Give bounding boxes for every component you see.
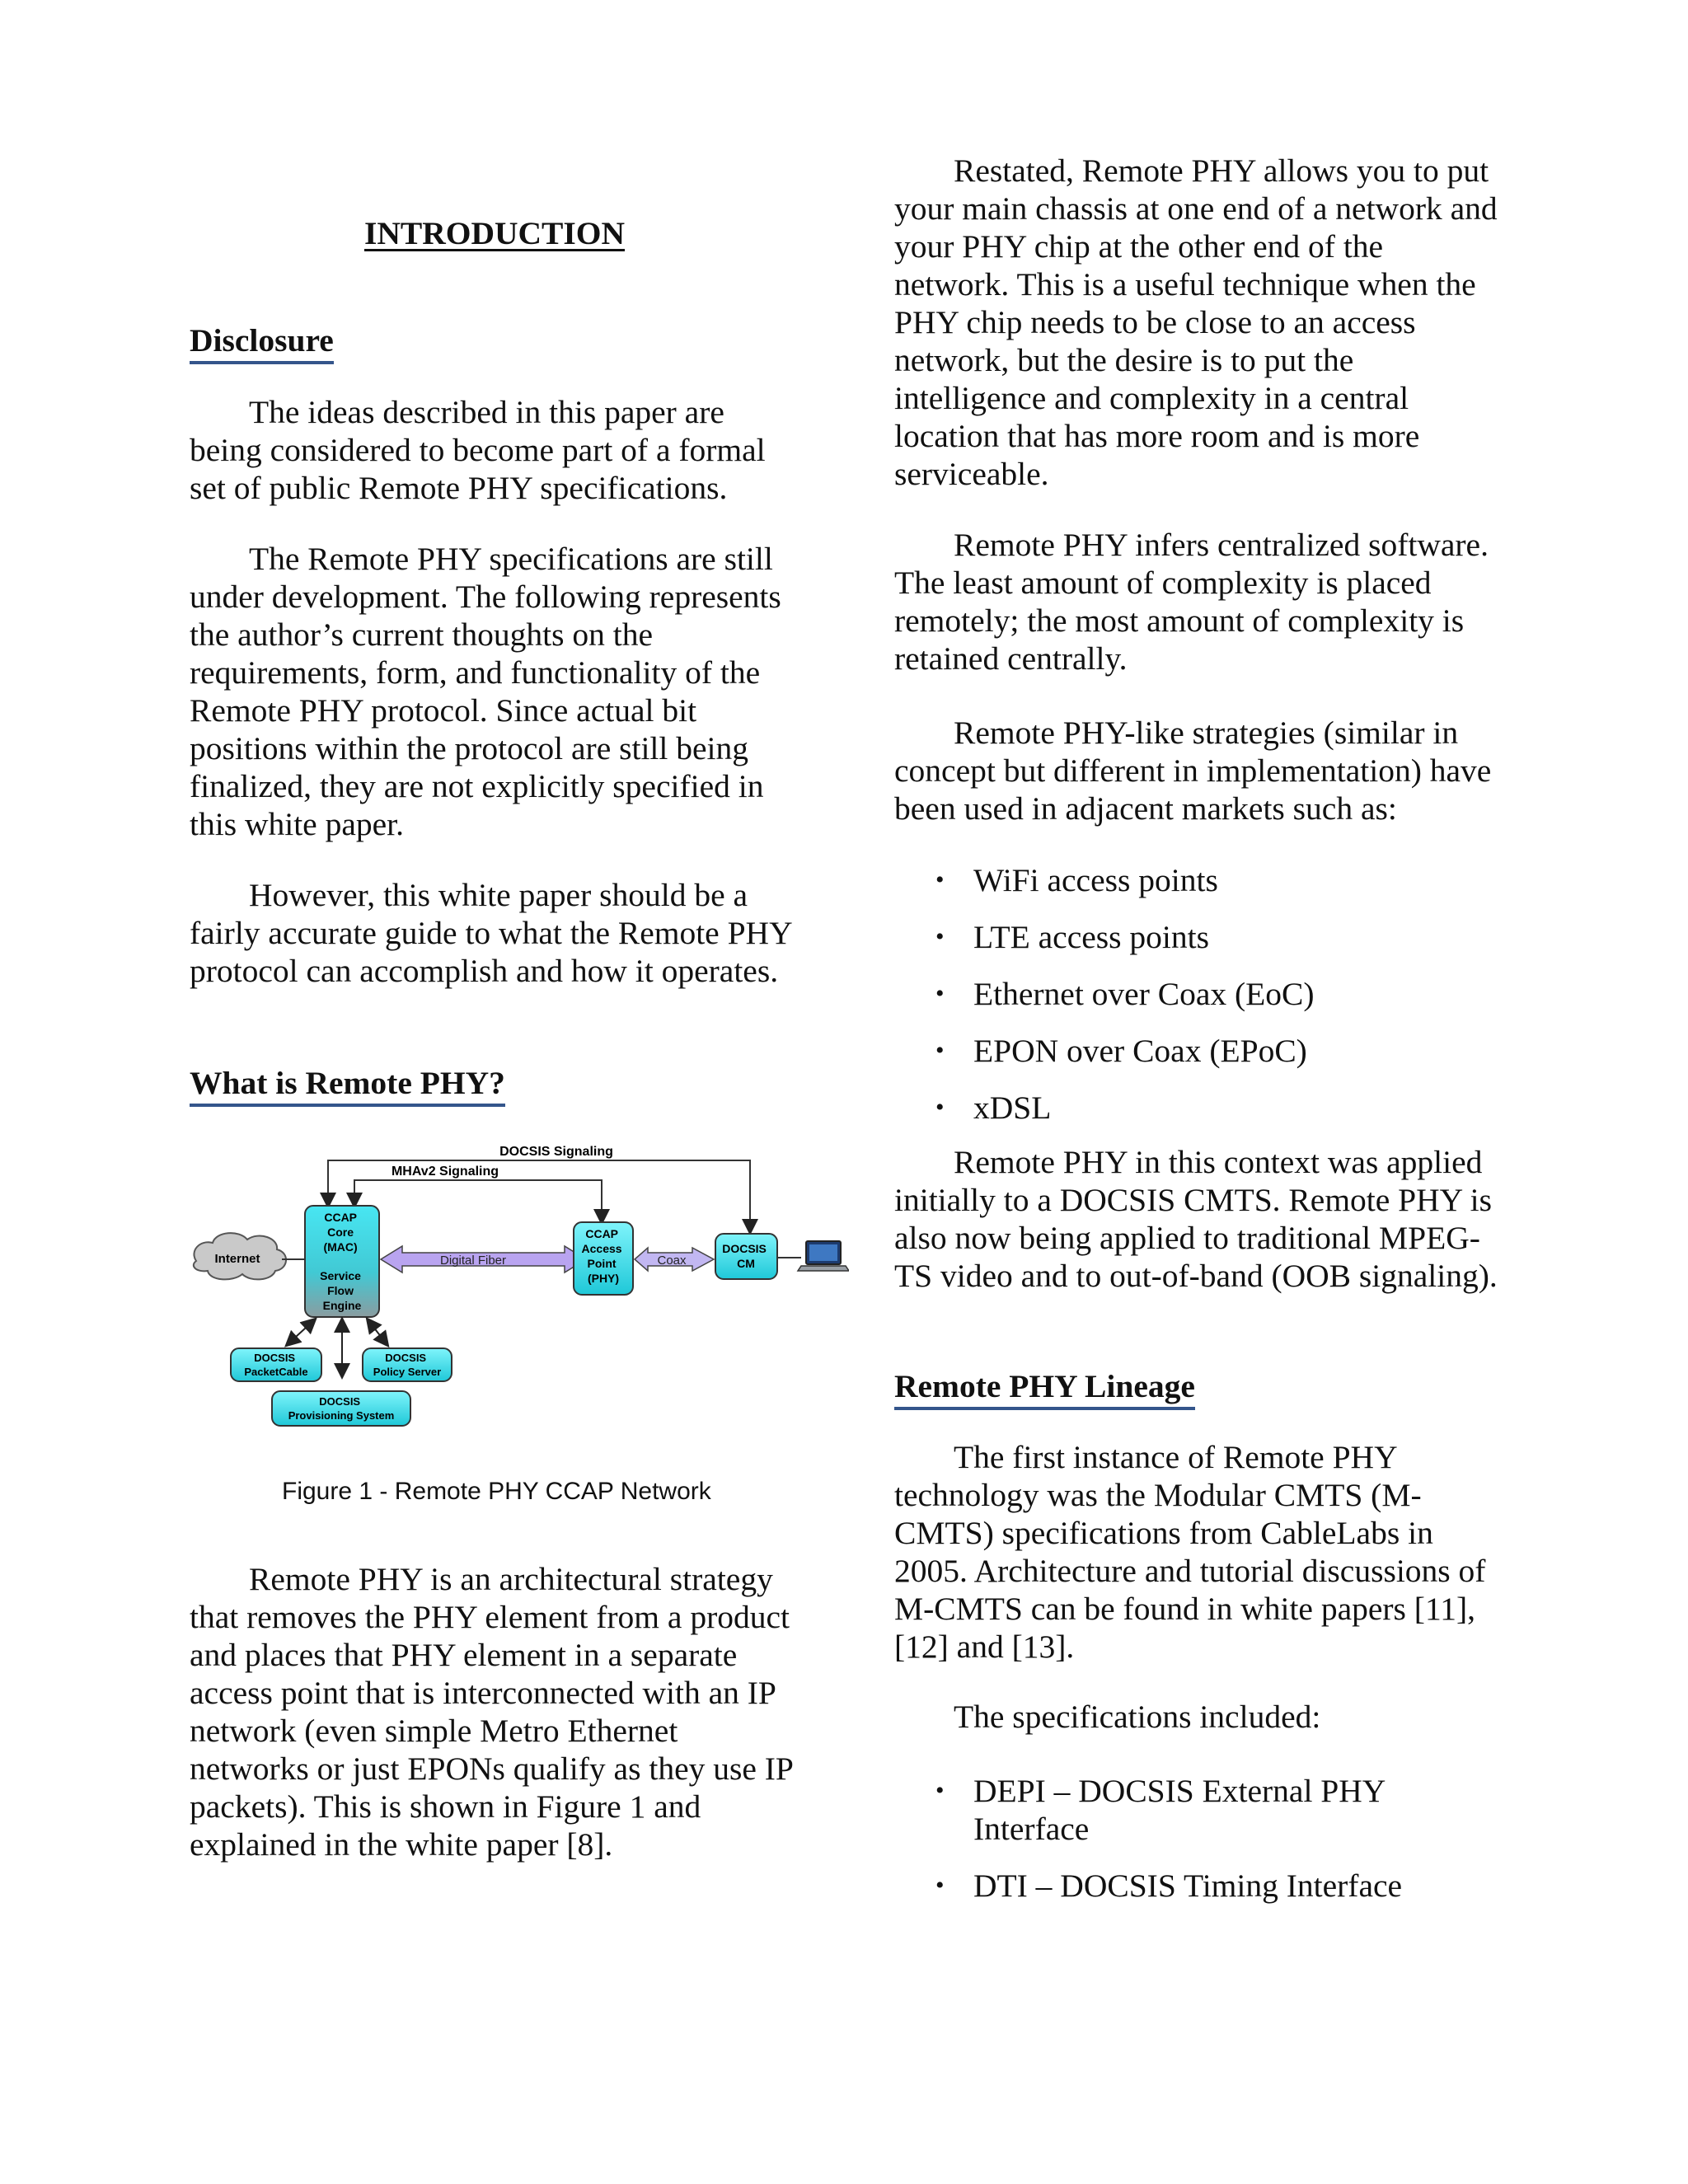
remote-phy-lineage-heading: Remote PHY Lineage [894,1367,1195,1410]
mhav2-signaling-label: MHAv2 Signaling [391,1165,499,1179]
docsis-packetcable-box [231,1348,321,1381]
disclosure-heading: Disclosure [190,321,334,364]
paragraph-ideas: The ideas described in this paper are being considered to become part of a formal set of public Remote PHY specifications. [190,394,766,506]
bullet-glyph: • [935,866,945,893]
list-item [894,1032,1504,1070]
digital-fiber-label: Digital Fiber [439,1254,507,1268]
section-title: INTRODUCTION [363,215,626,251]
paragraph-context: Remote PHY in this context was applied initially to a DOCSIS CMTS. Remote PHY is also now being applied to traditional MPEG-TS video and to out-of-band (OOB signaling). [894,1144,1498,1294]
list-item [894,975,1504,1013]
ccap-core-label: CCAP Core (MAC) Service Flow Engine [320,1211,362,1312]
bullet-glyph: • [935,923,945,950]
spec-dti: DTI – DOCSIS Timing Interface [973,1868,1403,1904]
bullet-glyph: • [935,1872,945,1899]
adjacent-markets-list [894,861,1504,1127]
bullet-glyph: • [935,1037,945,1064]
list-item [894,1089,1504,1127]
market-wifi: WiFi access points [973,862,1218,898]
bullet-glyph: • [935,980,945,1007]
policy-server-label: DOCSIS Policy Server [373,1352,442,1378]
list-item [894,918,1504,956]
digital-fiber-arrow [381,1246,586,1272]
paragraph-specs-status: The Remote PHY specifications are still under development. The following represents the author’s current thoughts on the requirements, form, and functionality of the Remote PHY protocol. Since actual bit positions within the protocol are still being finalized, they are not explicitly specified in this white paper. [190,541,781,842]
list-item [894,1772,1504,1848]
figure-caption: Figure 1 - Remote PHY CCAP Network [282,1478,711,1505]
market-lte: LTE access points [973,919,1209,955]
bullet-glyph: • [935,1777,945,1804]
list-item [894,861,1504,899]
paragraph-specs-included: The specifications included: [954,1699,1321,1735]
paragraph-restated: Restated, Remote PHY allows you to put your main chassis at one end of a network and your PHY chip at the other end of the network. This is a useful technique when the PHY chip needs to be close to an access network, but the desire is to put the intelligence and complexity in a central location that has more room and is more serviceable. [894,152,1498,492]
spec-depi: DEPI – DOCSIS External PHY Interface [973,1773,1385,1847]
what-is-remote-phy-heading: What is Remote PHY? [190,1064,505,1107]
paragraph-first-instance: The first instance of Remote PHY technology was the Modular CMTS (M-CMTS) specifications from CableLabs in 2005. Architecture and tutorial discussions of M-CMTS can be found in white papers [11], [12] and [13]. [894,1439,1486,1665]
ccap-access-point-box [574,1222,633,1295]
docsis-cm-box [715,1234,777,1279]
network-diagram [190,1137,849,1442]
paragraph-architectural-strategy: Remote PHY is an architectural strategy that removes the PHY element from a product and places that PHY element in a separate access point that is interconnected with an IP network (even simple Metro Ethernet networks or just EPONs qualify as they use IP packets). This is shown in Figure 1 and explained in the white paper [8]. [190,1561,793,1863]
internet-cloud [194,1233,286,1279]
internet-label: Internet [214,1252,260,1266]
paragraph-however: However, this white paper should be a fairly accurate guide to what the Remote PHY protocol can accomplish and how it operates. [190,877,792,989]
list-item [894,1867,1504,1905]
mhav2-signaling-line [354,1180,602,1222]
docsis-cm-label: DOCSIS CM [722,1242,767,1270]
market-xdsl: xDSL [973,1090,1052,1126]
bullet-glyph: • [935,1094,945,1121]
docsis-signaling-label: DOCSIS Signaling [499,1145,613,1159]
ccap-core-box [305,1206,379,1317]
remote-phy-ccap-network-figure [190,1137,849,1442]
paragraph-centralized-software: Remote PHY infers centralized software. The least amount of complexity is placed remotely; the most amount of complexity is retained centrally. [894,527,1489,677]
coax-arrow [635,1248,714,1271]
specifications-list [894,1772,1504,1905]
provisioning-label: DOCSIS Provisioning System [288,1395,395,1422]
coax-label: Coax [657,1254,687,1268]
docsis-provisioning-system-box [272,1391,410,1426]
docsis-policy-server-box [363,1348,452,1381]
ccap-access-point-label: CCAP Access Point (PHY) [581,1227,622,1285]
paragraph-adjacent-markets: Remote PHY-like strategies (similar in concept but different in implementation) have been used in adjacent markets such as: [894,715,1492,827]
market-eoc: Ethernet over Coax (EoC) [973,976,1315,1012]
packetcable-label: DOCSIS PacketCable [244,1352,308,1378]
laptop-icon [798,1241,849,1271]
market-epoc: EPON over Coax (EPoC) [973,1033,1307,1069]
